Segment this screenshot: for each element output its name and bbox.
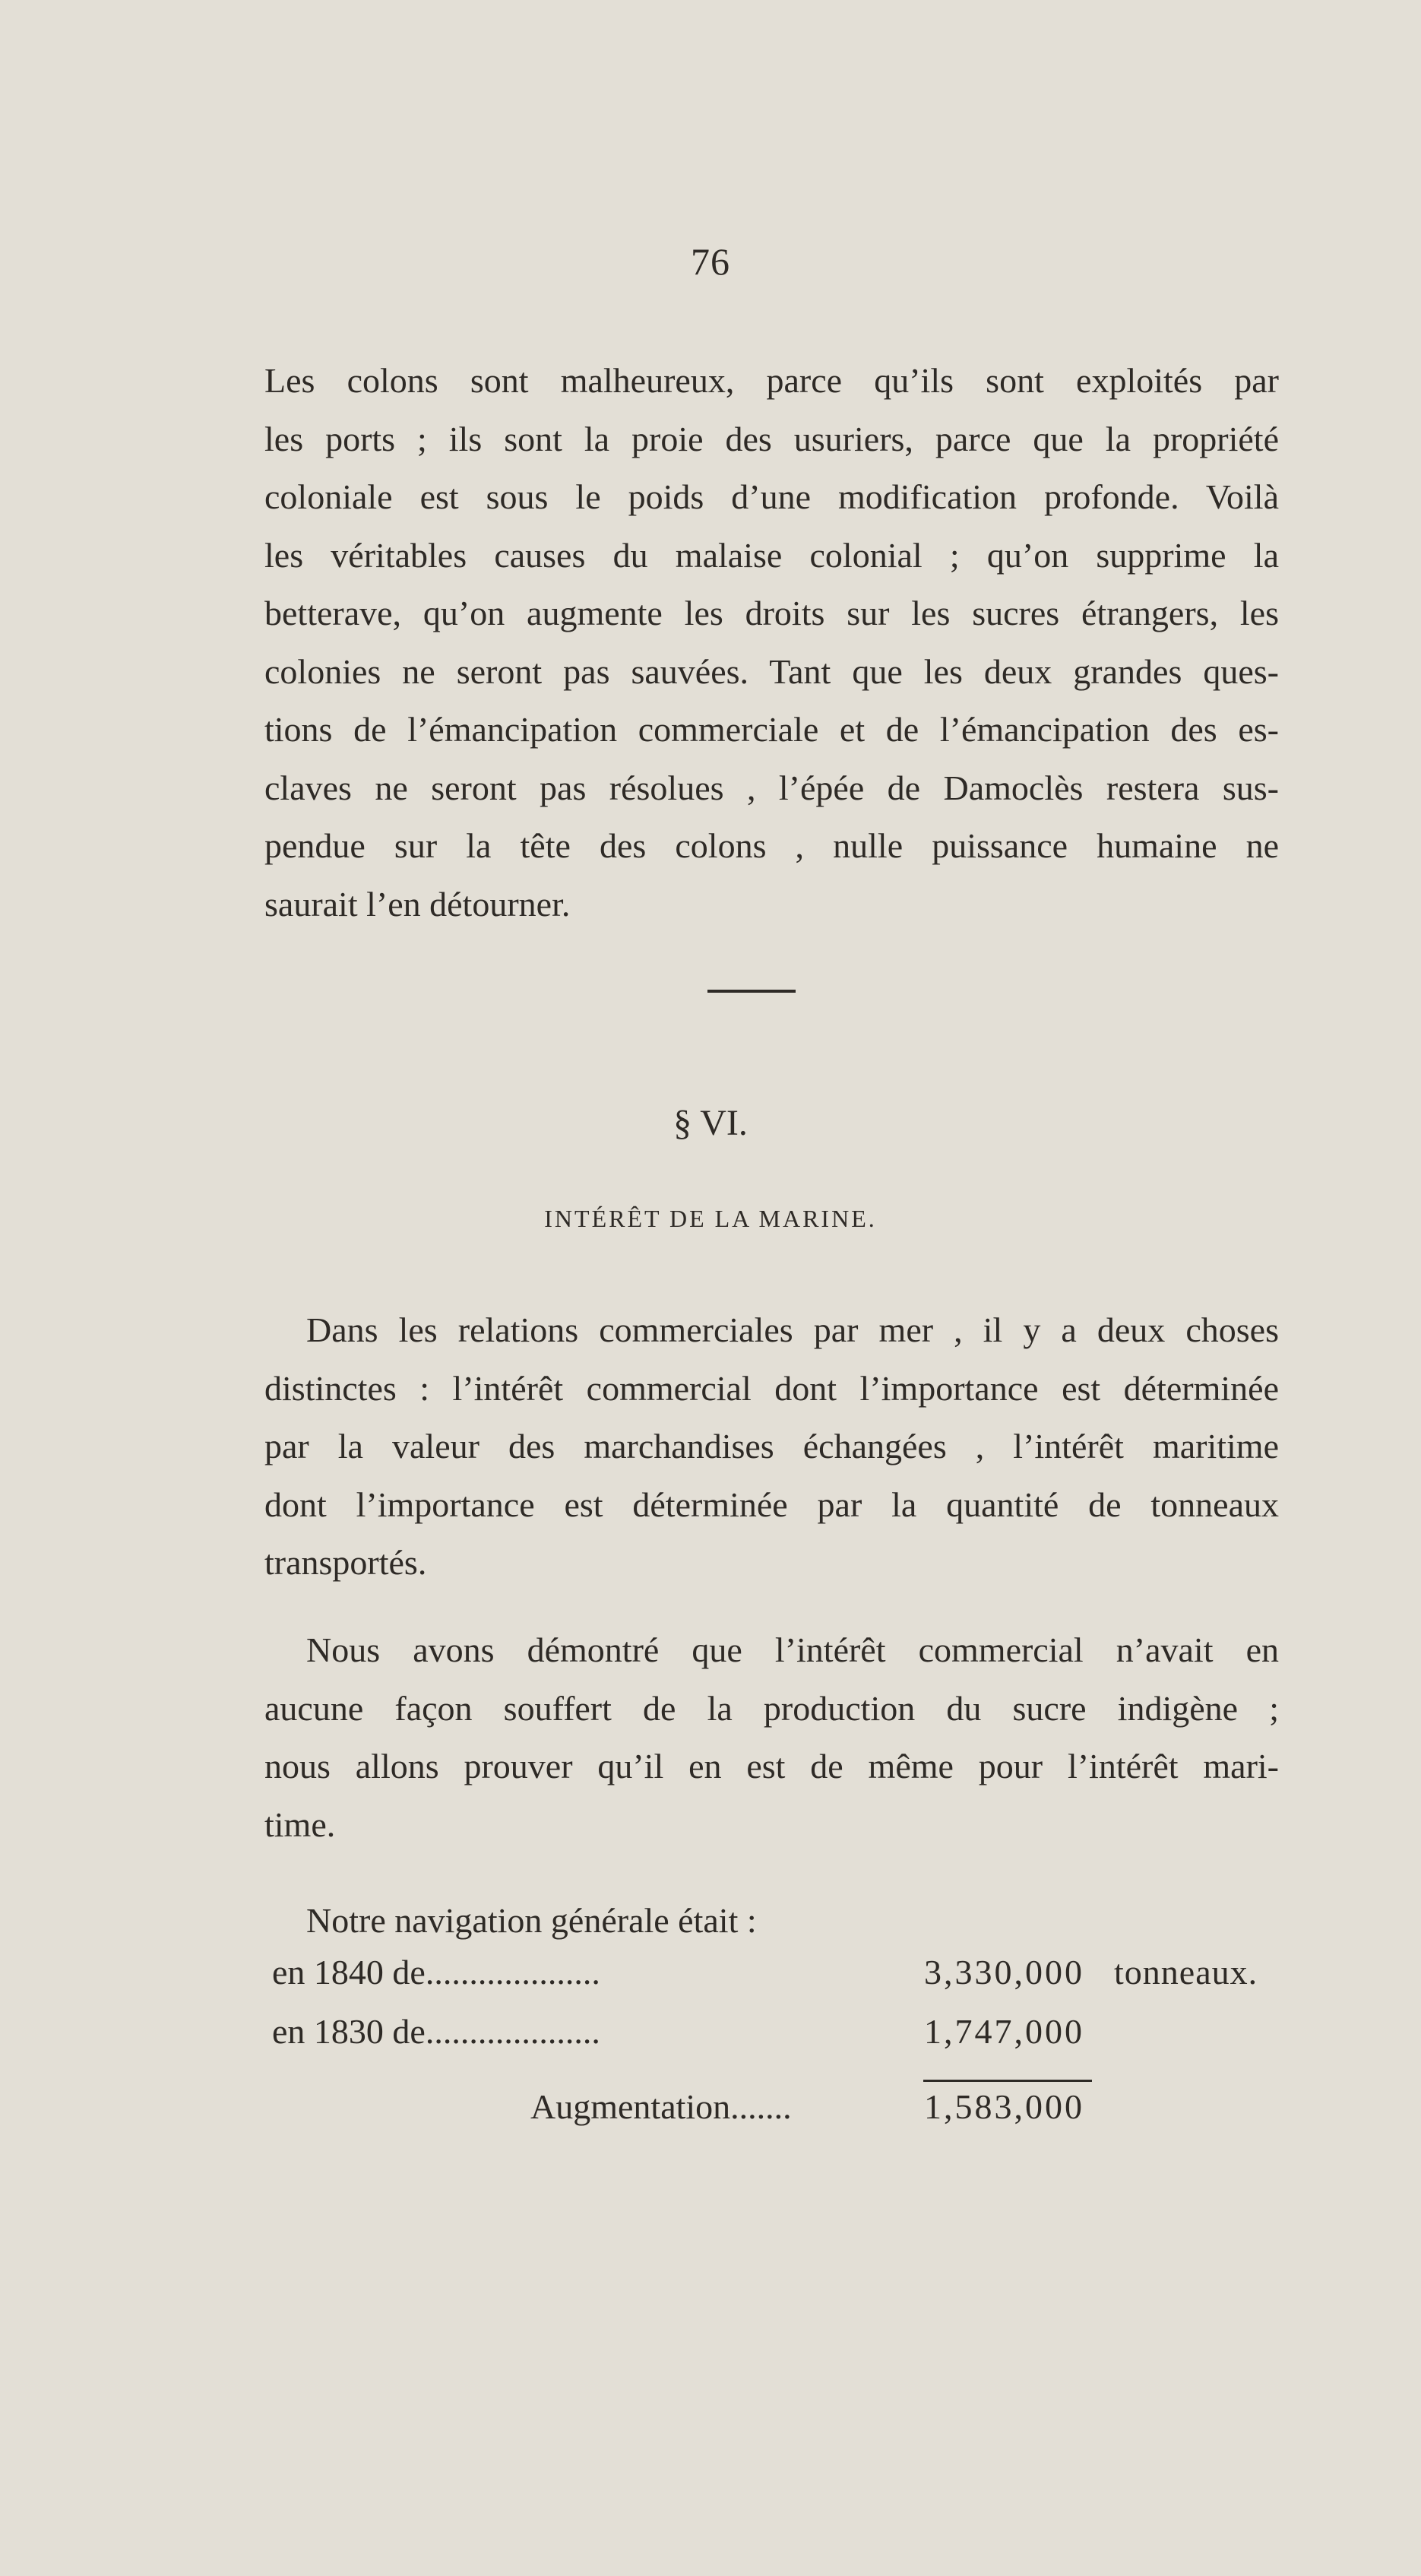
text-line: dont l’importance est déterminée par la quantité de tonneaux — [264, 1484, 1279, 1524]
total-label: Augmentation....... — [530, 2087, 792, 2126]
text-line: time. — [264, 1804, 336, 1844]
text-line: saurait l’en détourner. — [264, 884, 571, 924]
text-line: Notre navigation générale était : — [306, 1901, 757, 1940]
text-line: coloniale est sous le poids d’une modification profonde. Voilà — [264, 477, 1279, 516]
text-line: transportés. — [264, 1543, 427, 1582]
text-line: colonies ne seront pas sauvées. Tant que les deux grandes ques- — [264, 651, 1279, 691]
text-line: distinctes : l’intérêt commercial dont l’importance est déterminée — [264, 1368, 1279, 1408]
text-line: betterave, qu’on augmente les droits sur les sucres étrangers, les — [264, 594, 1279, 632]
paragraph-marine — [264, 1301, 1279, 1592]
text-line: les ports ; ils sont la proie des usuriers, parce que la propriété — [264, 419, 1279, 458]
text-line: nous allons prouver qu’il en est de même pour l’intérêt mari- — [264, 1747, 1279, 1785]
row-value: 3,330,000 — [924, 1953, 1084, 1991]
table-row — [272, 2011, 1283, 2064]
text-line: Les colons sont malheureux, parce qu’ils sont exploités par — [264, 361, 1279, 400]
total-value: 1,583,000 — [924, 2087, 1084, 2126]
total-row — [272, 2086, 1283, 2140]
text-line: claves ne seront pas résolues , l’épée de Damoclès restera sus- — [264, 768, 1279, 807]
row-unit: tonneaux. — [1114, 1953, 1258, 1991]
page-number: 76 — [691, 240, 730, 283]
table-row — [272, 1952, 1283, 2005]
text-line: tions de l’émancipation commerciale et de l’émancipation des es- — [264, 710, 1279, 749]
navigation-intro — [264, 1892, 1279, 1950]
row-label: en 1840 de.................... — [272, 1953, 600, 1991]
text-line: pendue sur la tête des colons , nulle puissance humaine ne — [264, 826, 1279, 865]
section-title: INTÉRÊT DE LA MARINE. — [544, 1205, 877, 1232]
text-line: Nous avons démontré que l’intérêt commercial n’avait en — [306, 1630, 1279, 1669]
row-label: en 1830 de.................... — [272, 2012, 600, 2051]
section-number: § VI. — [673, 1103, 748, 1143]
text-line: aucune façon souffert de la production du sucre indigène ; — [264, 1688, 1279, 1728]
row-value: 1,747,000 — [924, 2012, 1084, 2051]
text-line: Dans les relations commerciales par mer , il y a deux choses — [306, 1310, 1279, 1349]
paragraph-demonstration — [264, 1621, 1279, 1854]
sum-rule — [923, 2080, 1092, 2082]
text-line: par la valeur des marchandises échangées , l’intérêt maritime — [264, 1427, 1279, 1465]
text-line: les véritables causes du malaise colonial ; qu’on supprime la — [264, 535, 1279, 575]
paragraph-colons — [264, 352, 1279, 933]
section-divider — [707, 990, 796, 993]
